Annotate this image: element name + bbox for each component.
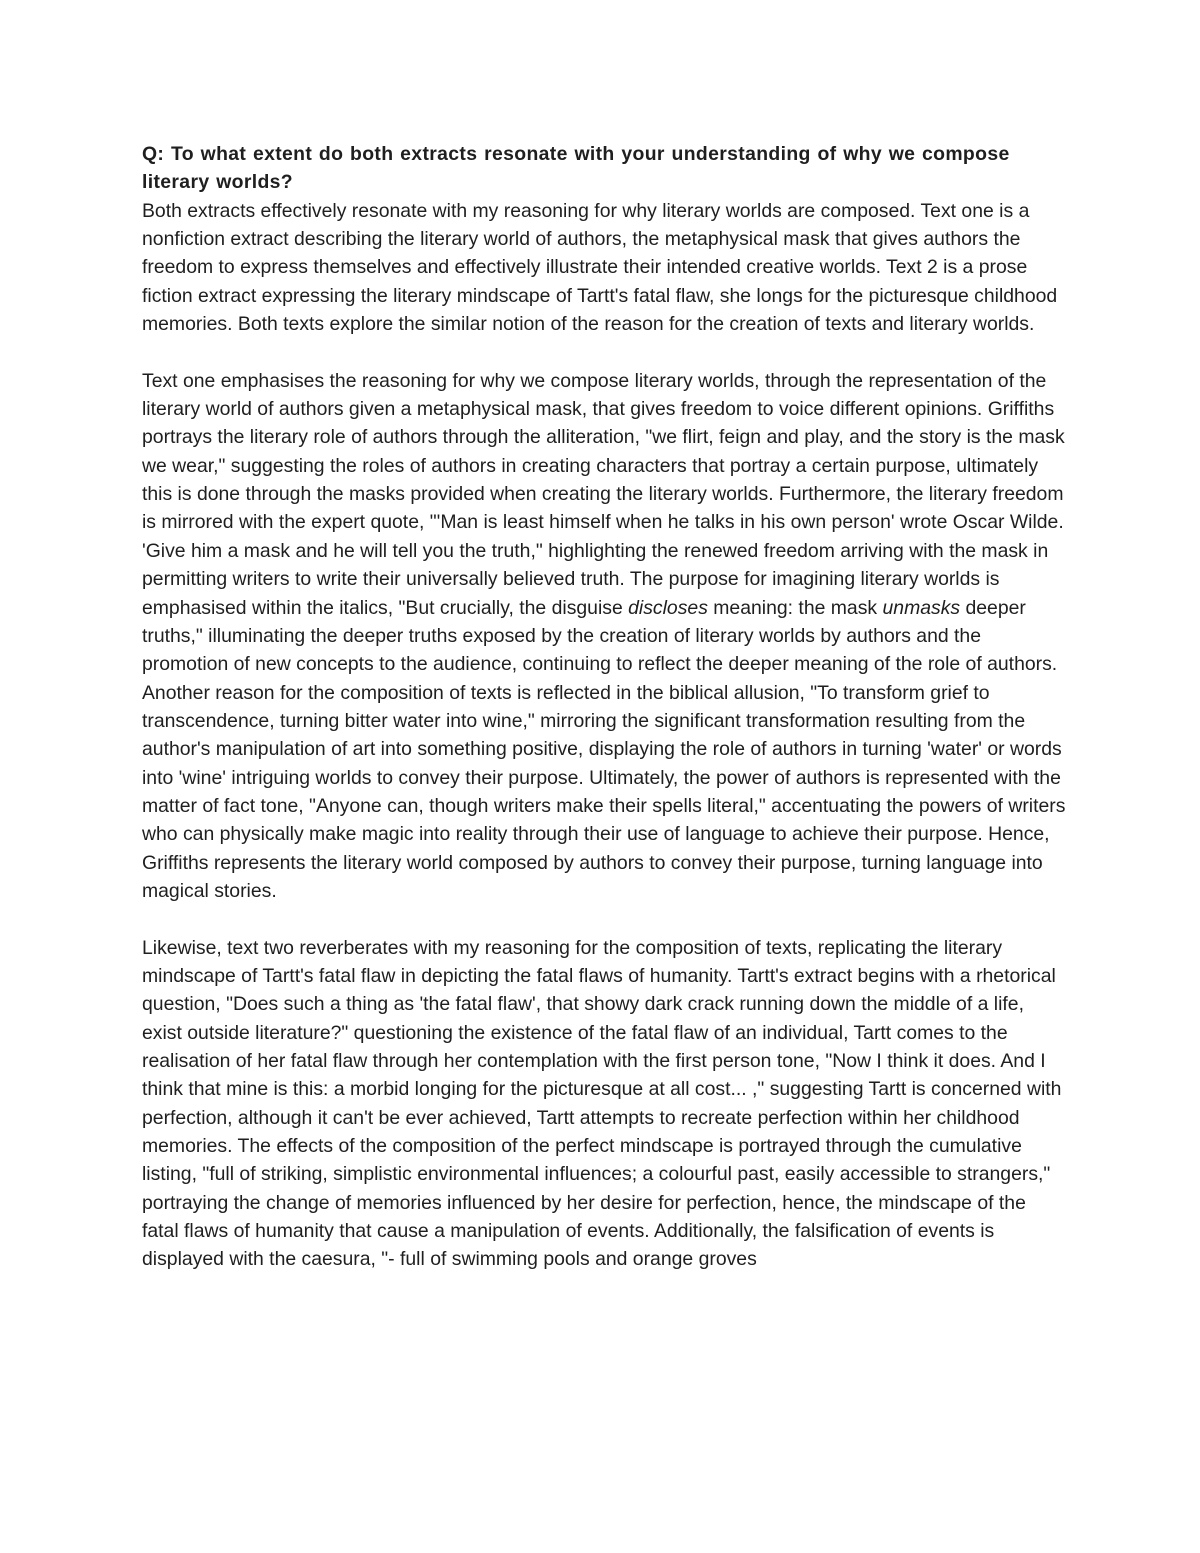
paragraph-intro — [142, 197, 1067, 339]
paragraph-text: deeper truths," illuminating the deeper truths exposed by the creation of literary worlds by authors and the promotion of new concepts to the audience, continuing to reflect the deeper meaning of the role of authors. Another reason for the composition of texts is reflected in the biblical allusion, "To transform grief to transcendence, turning bitter water into wine," mirroring the significant transformation resulting from the author's manipulation of art into something positive, displaying the role of authors in turning 'water' or words into 'wine' intriguing worlds to convey their purpose. Ultimately, the power of authors is represented with the matter of fact tone, "Anyone can, though writers make their spells literal," accentuating the powers of writers who can physically make magic into reality through their use of language to achieve their purpose. Hence, Griffiths represents the literary world composed by authors to convey their purpose, turning language into magical stories. — [142, 596, 1066, 902]
paragraph-text: Both extracts effectively resonate with my reasoning for why literary worlds are composed. Text one is a nonfiction extract describing the literary world of authors, the metaphysical mask that gives authors the freedom to express themselves and effectively illustrate their intended creative worlds. Text 2 is a prose fiction extract expressing the literary mindscape of Tartt's fatal flaw, she longs for the picturesque childhood memories. Both texts explore the similar notion of the reason for the creation of texts and literary worlds. — [142, 199, 1058, 336]
paragraph-text: meaning: the mask — [707, 596, 883, 619]
paragraph-text: Text one emphasises the reasoning for why we compose literary worlds, through the representation of the literary world of authors given a metaphysical mask, that gives freedom to voice different opinions. Griffiths portrays the literary role of authors through the alliteration, "we flirt, feign and play, and the story is the mask we wear," suggesting the roles of authors in creating characters that portray a certain purpose, ultimately this is done through the masks provided when creating the literary worlds. Furthermore, the literary freedom is mirrored with the expert quote, "'Man is least himself when he talks in his own person' wrote Oscar Wilde. 'Give him a mask and he will tell you the truth," highlighting the renewed freedom arriving with the mask in permitting writers to write their universally believed truth. The purpose for imagining literary worlds is emphasised within the italics, "But crucially, the disguise — [142, 369, 1065, 619]
italic-word: discloses — [628, 596, 708, 619]
document-body — [142, 140, 1067, 1274]
paragraph-text-one — [142, 367, 1067, 906]
italic-word: unmasks — [882, 596, 961, 619]
paragraph-text-two — [142, 934, 1067, 1274]
question-heading: Q: To what extent do both extracts resonate with your understanding of why we compose literary worlds? — [142, 143, 1010, 194]
paragraph-text: Likewise, text two reverberates with my reasoning for the composition of texts, replicating the literary mindscape of Tartt's fatal flaw in depicting the fatal flaws of humanity. Tartt's extract begins with a rhetorical question, "Does such a thing as 'the fatal flaw', that showy dark crack running down the middle of a life, exist outside literature?" questioning the existence of the fatal flaw of an individual, Tartt comes to the realisation of her fatal flaw through her contemplation with the first person tone, "Now I think it does. And I think that mine is this: a morbid longing for the picturesque at all cost... ," suggesting Tartt is concerned with perfection, although it can't be ever achieved, Tartt attempts to recreate perfection within her childhood memories. The effects of the composition of the perfect mindscape is portrayed through the cumulative listing, "full of striking, simplistic environmental influences; a colourful past, easily accessible to strangers," portraying the change of memories influenced by her desire for perfection, hence, the mindscape of the fatal flaws of humanity that cause a manipulation of events. Additionally, the falsification of events is displayed with the caesura, "- full of swimming pools and orange groves — [142, 936, 1062, 1271]
